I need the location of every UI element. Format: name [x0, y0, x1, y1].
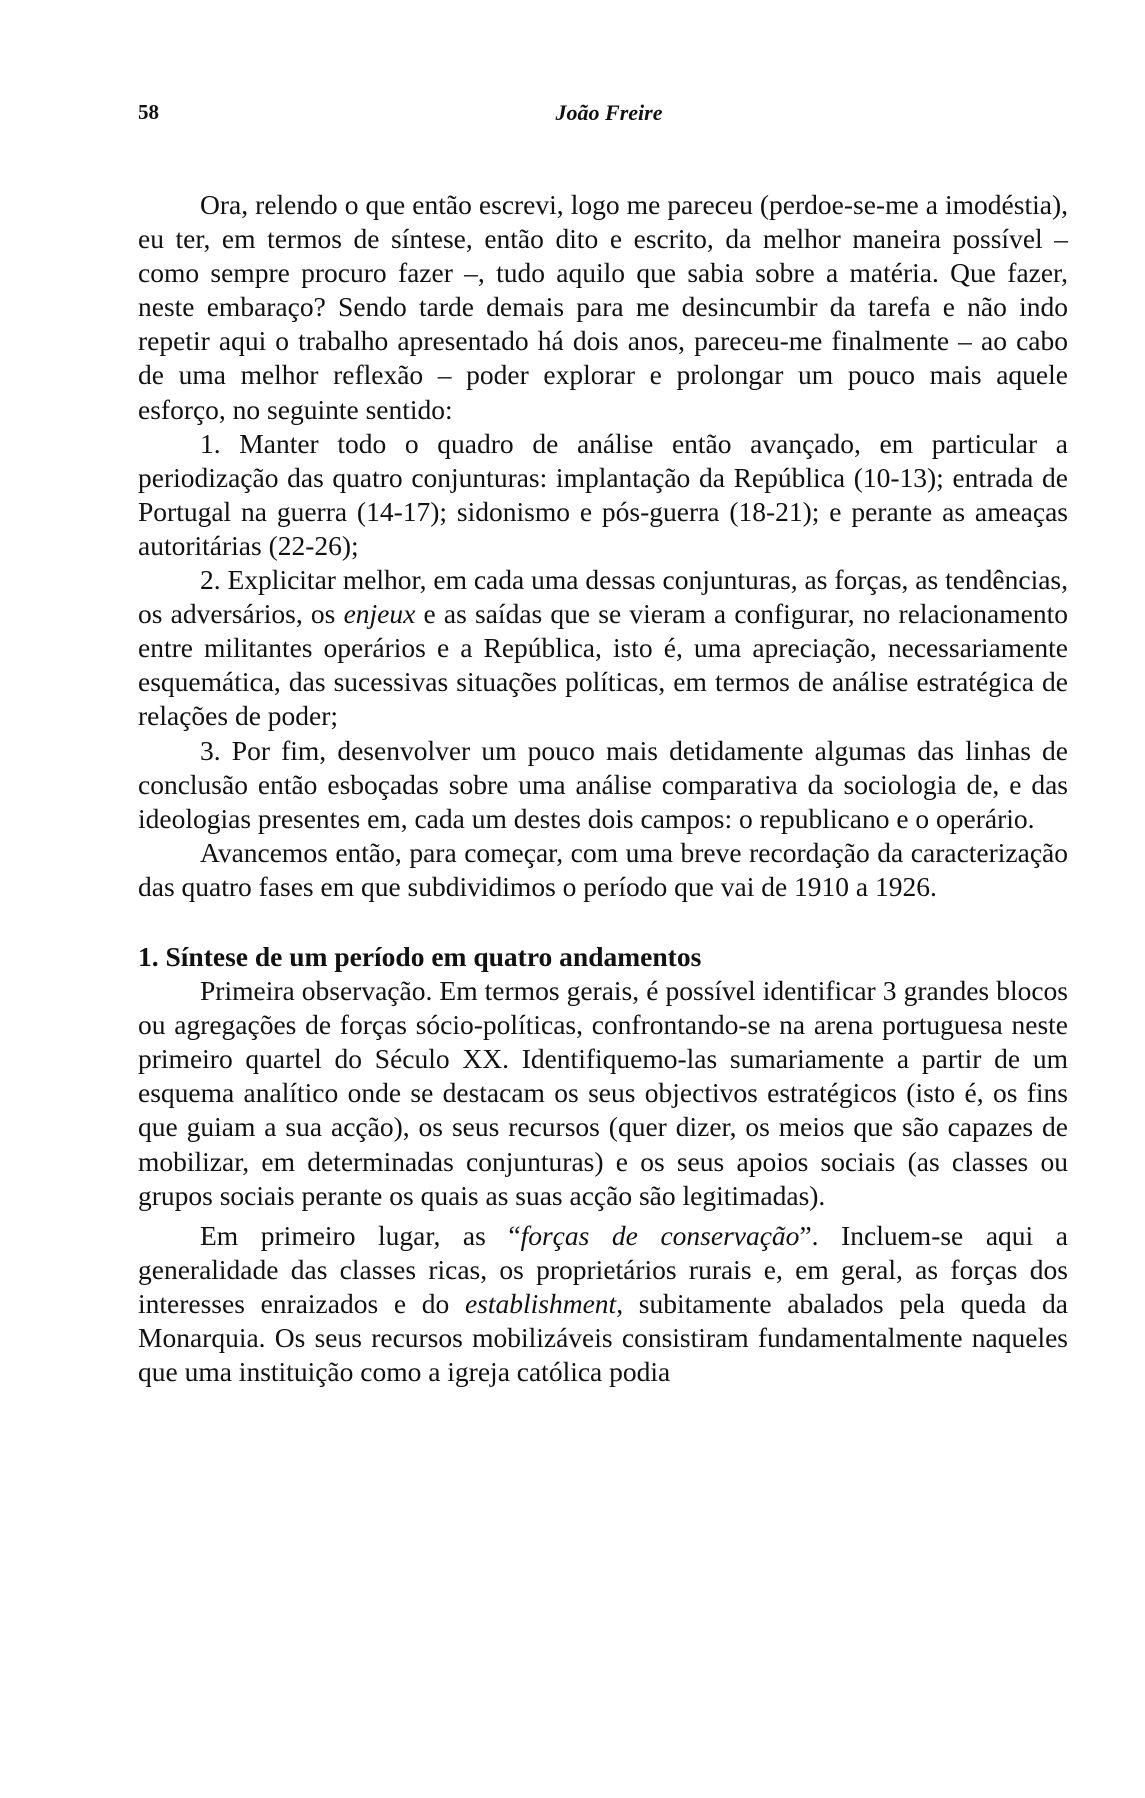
list-item-2-italic: enjeux [343, 598, 416, 630]
page-number: 58 [138, 100, 159, 124]
section-paragraph-2-italic-a: forças de conservação [520, 1219, 800, 1251]
advance-paragraph: Avancemos então, para começar, com uma breve recordação da caracterização das quatro fases em que subdividimos o período que vai de 1910 a 1926. [138, 836, 1068, 902]
body-text [138, 188, 1068, 1389]
list-item-2-text-a: 2. Explicitar melhor, em cada uma dessas conjunturas, as forças, as tendências, os adversários, os [138, 564, 1068, 630]
section-paragraph-2-italic-b: establishment [464, 1287, 617, 1319]
running-head [138, 100, 1080, 130]
running-title: João Freire [555, 100, 663, 125]
section-paragraph-1: Primeira observação. Em termos gerais, é possível identificar 3 grandes blocos ou agregações de forças sócio-políticas, confrontando-se na arena portuguesa neste primeiro quartel do Século XX. Identifiquemo-las sumariamente a partir de um esquema analítico onde se destacam os seus objectivos estratégicos (isto é, os fins que guiam a sua acção), os seus recursos (quer dizer, os meios que são capazes de mobilizar, em determinadas conjunturas) e os seus apoios sociais (as classes ou grupos sociais perante os quais as suas acção são legitimadas). [138, 975, 1068, 1211]
section-heading: 1. Síntese de um período em quatro andamentos [138, 940, 702, 972]
section-paragraph-2-text-a: Em primeiro lugar, as “ [200, 1219, 521, 1251]
list-item-2 [138, 563, 1068, 733]
section-paragraph-2-text-c: , subitamente abalados pela queda da Monarquia. Os seus recursos mobilizáveis consistiram fundamentalmente naqueles que uma instituição como a igreja católica podia [138, 1287, 1068, 1388]
section-paragraph-2 [138, 1219, 1068, 1389]
intro-paragraph: Ora, relendo o que então escrevi, logo me pareceu (perdoe-se-me a imodéstia), eu ter, em termos de síntese, então dito e escrito, da melhor maneira possível – como sempre procuro fazer –, tudo aquilo que sabia sobre a matéria. Que fazer, neste embaraço? Sendo tarde demais para me desincumbir da tarefa e não indo repetir aqui o trabalho apresentado há dois anos, pareceu-me finalmente – ao cabo de uma melhor reflexão – poder explorar e prolongar um pouco mais aquele esforço, no seguinte sentido: [138, 189, 1068, 425]
list-item-2-text-b: e as saídas que se vieram a configurar, no relacionamento entre militantes operários e a República, isto é, uma apreciação, necessariamente esquemática, das sucessivas situações políticas, em termos de análise estratégica de relações de poder; [138, 598, 1068, 732]
list-item-3: 3. Por fim, desenvolver um pouco mais detidamente algumas das linhas de conclusão então esboçadas sobre uma análise comparativa da sociologia de, e das ideologias presentes em, cada um destes dois campos: o republicano e o operário. [138, 734, 1068, 834]
section-paragraph-2-text-b: ”. Incluem-se aqui a generalidade das classes ricas, os proprietários rurais e, em geral, as forças dos interesses enraizados e do [138, 1219, 1068, 1319]
list-item-1: 1. Manter todo o quadro de análise então avançado, em particular a periodização das quatro conjunturas: implantação da República (10-13); entrada de Portugal na guerra (14-17); sidonismo e pós-guerra (18-21); e perante as ameaças autoritárias (22-26); [138, 427, 1068, 561]
